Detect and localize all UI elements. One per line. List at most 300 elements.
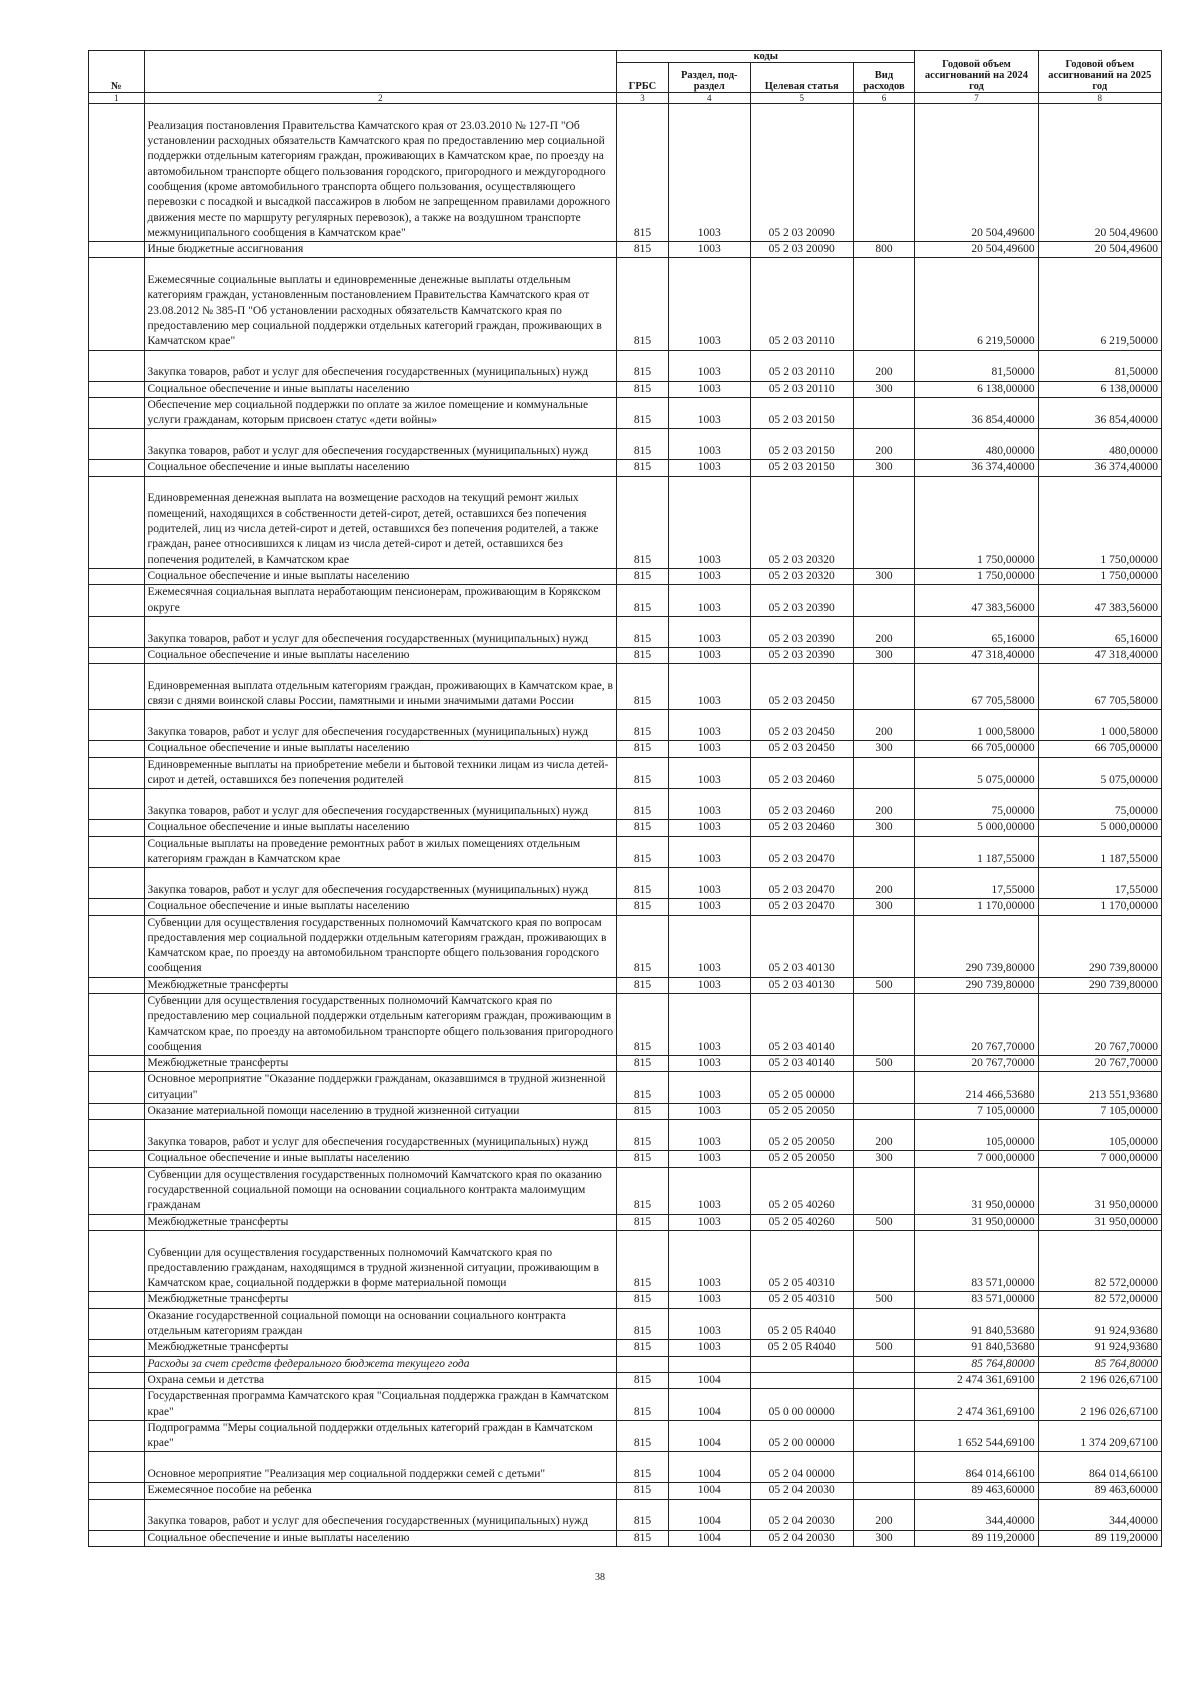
- column-number: 4: [668, 93, 750, 104]
- item-name: Закупка товаров, работ и услуг для обеспечения государственных (муниципальных) нужд: [144, 710, 617, 741]
- expense-type-code: 200: [853, 710, 915, 741]
- amount-2025: 213 551,93680: [1038, 1072, 1161, 1104]
- no-cell: [89, 757, 145, 789]
- item-name: Субвенции для осуществления государственных полномочий Камчатского края по оказанию государственной социальной помощи на основании социального контракта малоимущим гражданам: [144, 1167, 617, 1214]
- expense-type-code: 200: [853, 789, 915, 820]
- target-article-code: 05 2 03 20320: [750, 476, 853, 568]
- item-name: Социальное обеспечение и иные выплаты населению: [144, 820, 617, 836]
- amount-2025: 85 764,80000: [1038, 1356, 1161, 1372]
- section-code: 1004: [668, 1372, 750, 1388]
- grbs-code: 815: [617, 741, 668, 757]
- section-code: 1003: [668, 868, 750, 899]
- no-cell: [89, 429, 145, 460]
- no-cell: [89, 664, 145, 710]
- item-name: Иные бюджетные ассигнования: [144, 242, 617, 258]
- no-cell: [89, 476, 145, 568]
- grbs-code: 815: [617, 1308, 668, 1340]
- amount-2025: 1 750,00000: [1038, 476, 1161, 568]
- target-article-code: 05 2 03 20110: [750, 350, 853, 381]
- table-row: [89, 1499, 1162, 1530]
- amount-2024: 214 466,53680: [915, 1072, 1038, 1104]
- grbs-code: 815: [617, 1104, 668, 1120]
- item-name: Основное мероприятие "Оказание поддержки гражданам, оказавшимся в трудной жизненной ситуации": [144, 1072, 617, 1104]
- section-code: 1003: [668, 1056, 750, 1072]
- target-article-code: [750, 1356, 853, 1372]
- no-cell: [89, 789, 145, 820]
- expense-type-code: 300: [853, 741, 915, 757]
- header-name: [144, 51, 617, 93]
- amount-2025: 89 119,20000: [1038, 1530, 1161, 1546]
- column-number: 3: [617, 93, 668, 104]
- table-row: [89, 994, 1162, 1056]
- grbs-code: 815: [617, 242, 668, 258]
- expense-type-code: [853, 585, 915, 617]
- amount-2024: 5 075,00000: [915, 757, 1038, 789]
- amount-2024: 89 119,20000: [915, 1530, 1038, 1546]
- section-code: 1004: [668, 1483, 750, 1499]
- target-article-code: 05 2 03 40140: [750, 1056, 853, 1072]
- grbs-code: 815: [617, 820, 668, 836]
- page-number: 38: [595, 1572, 605, 1583]
- amount-2025: 31 950,00000: [1038, 1167, 1161, 1214]
- no-cell: [89, 1292, 145, 1308]
- section-code: 1003: [668, 258, 750, 350]
- no-cell: [89, 1120, 145, 1151]
- amount-2024: 2 474 361,69100: [915, 1372, 1038, 1388]
- header-no: №: [89, 51, 145, 93]
- section-code: 1003: [668, 741, 750, 757]
- amount-2024: 1 170,00000: [915, 899, 1038, 915]
- amount-2025: 20 504,49600: [1038, 104, 1161, 242]
- item-name: Закупка товаров, работ и услуг для обеспечения государственных (муниципальных) нужд: [144, 350, 617, 381]
- no-cell: [89, 350, 145, 381]
- section-code: 1003: [668, 820, 750, 836]
- amount-2024: 290 739,80000: [915, 915, 1038, 977]
- table-row: [89, 1530, 1162, 1546]
- section-code: [668, 1356, 750, 1372]
- amount-2025: 1 374 209,67100: [1038, 1420, 1161, 1452]
- amount-2025: 66 705,00000: [1038, 741, 1161, 757]
- target-article-code: 05 2 03 20090: [750, 104, 853, 242]
- grbs-code: 815: [617, 977, 668, 993]
- section-code: 1003: [668, 460, 750, 476]
- expense-type-code: 500: [853, 1214, 915, 1230]
- amount-2024: 5 000,00000: [915, 820, 1038, 836]
- table-row: [89, 350, 1162, 381]
- amount-2024: 2 474 361,69100: [915, 1389, 1038, 1421]
- no-cell: [89, 1452, 145, 1483]
- grbs-code: 815: [617, 789, 668, 820]
- expense-type-code: 300: [853, 1530, 915, 1546]
- amount-2025: 480,00000: [1038, 429, 1161, 460]
- grbs-code: 815: [617, 1120, 668, 1151]
- expense-type-code: [853, 397, 915, 429]
- amount-2024: 85 764,80000: [915, 1356, 1038, 1372]
- expense-type-code: [853, 836, 915, 868]
- table-row: [89, 757, 1162, 789]
- amount-2025: 31 950,00000: [1038, 1214, 1161, 1230]
- grbs-code: 815: [617, 397, 668, 429]
- no-cell: [89, 1499, 145, 1530]
- amount-2024: 91 840,53680: [915, 1308, 1038, 1340]
- target-article-code: 05 2 03 20450: [750, 741, 853, 757]
- target-article-code: 05 2 03 20450: [750, 710, 853, 741]
- amount-2025: 91 924,93680: [1038, 1340, 1161, 1356]
- amount-2024: 36 854,40000: [915, 397, 1038, 429]
- no-cell: [89, 568, 145, 584]
- grbs-code: 815: [617, 836, 668, 868]
- amount-2024: 67 705,58000: [915, 664, 1038, 710]
- section-code: 1003: [668, 1120, 750, 1151]
- table-row: [89, 104, 1162, 242]
- table-row: [89, 1104, 1162, 1120]
- no-cell: [89, 868, 145, 899]
- section-code: 1003: [668, 350, 750, 381]
- table-row: [89, 836, 1162, 868]
- table-row: [89, 899, 1162, 915]
- no-cell: [89, 1056, 145, 1072]
- table-row: [89, 429, 1162, 460]
- expense-type-code: 500: [853, 1292, 915, 1308]
- target-article-code: 05 2 05 20050: [750, 1151, 853, 1167]
- amount-2024: 864 014,66100: [915, 1452, 1038, 1483]
- amount-2024: 1 750,00000: [915, 476, 1038, 568]
- amount-2024: 1 652 544,69100: [915, 1420, 1038, 1452]
- section-code: 1003: [668, 757, 750, 789]
- grbs-code: 815: [617, 868, 668, 899]
- expense-type-code: [853, 1372, 915, 1388]
- table-row: [89, 1340, 1162, 1356]
- section-code: 1003: [668, 1340, 750, 1356]
- table-row: [89, 664, 1162, 710]
- grbs-code: 815: [617, 350, 668, 381]
- target-article-code: 05 2 05 R4040: [750, 1308, 853, 1340]
- item-name: Закупка товаров, работ и услуг для обеспечения государственных (муниципальных) нужд: [144, 1499, 617, 1530]
- amount-2024: 1 187,55000: [915, 836, 1038, 868]
- grbs-code: 815: [617, 1530, 668, 1546]
- amount-2025: 5 000,00000: [1038, 820, 1161, 836]
- amount-2024: 91 840,53680: [915, 1340, 1038, 1356]
- expense-type-code: 300: [853, 647, 915, 663]
- amount-2025: 864 014,66100: [1038, 1452, 1161, 1483]
- no-cell: [89, 1483, 145, 1499]
- section-code: 1003: [668, 1167, 750, 1214]
- header-expense-type: Вид расходов: [853, 63, 915, 93]
- grbs-code: 815: [617, 568, 668, 584]
- amount-2025: 36 374,40000: [1038, 460, 1161, 476]
- grbs-code: 815: [617, 1230, 668, 1292]
- item-name: Подпрограмма "Меры социальной поддержки отдельных категорий граждан в Камчатском крае": [144, 1420, 617, 1452]
- grbs-code: 815: [617, 476, 668, 568]
- grbs-code: 815: [617, 757, 668, 789]
- table-row: [89, 1151, 1162, 1167]
- amount-2025: 344,40000: [1038, 1499, 1161, 1530]
- amount-2024: 7 000,00000: [915, 1151, 1038, 1167]
- grbs-code: 815: [617, 1452, 668, 1483]
- amount-2025: 7 000,00000: [1038, 1151, 1161, 1167]
- expense-type-code: [853, 1452, 915, 1483]
- grbs-code: 815: [617, 664, 668, 710]
- column-number: 5: [750, 93, 853, 104]
- amount-2024: 20 504,49600: [915, 104, 1038, 242]
- no-cell: [89, 915, 145, 977]
- amount-2025: 1 750,00000: [1038, 568, 1161, 584]
- amount-2024: 66 705,00000: [915, 741, 1038, 757]
- item-name: Оказание материальной помощи населению в трудной жизненной ситуации: [144, 1104, 617, 1120]
- amount-2025: 82 572,00000: [1038, 1230, 1161, 1292]
- grbs-code: 815: [617, 1292, 668, 1308]
- target-article-code: 05 2 03 40130: [750, 915, 853, 977]
- section-code: 1003: [668, 585, 750, 617]
- document-sheet: [88, 50, 1162, 1547]
- table-row: [89, 741, 1162, 757]
- no-cell: [89, 1356, 145, 1372]
- amount-2024: 20 504,49600: [915, 242, 1038, 258]
- amount-2025: 5 075,00000: [1038, 757, 1161, 789]
- item-name: Социальное обеспечение и иные выплаты населению: [144, 647, 617, 663]
- no-cell: [89, 242, 145, 258]
- table-row: [89, 647, 1162, 663]
- grbs-code: 815: [617, 899, 668, 915]
- grbs-code: 815: [617, 381, 668, 397]
- expense-type-code: [853, 1356, 915, 1372]
- table-row: [89, 1230, 1162, 1292]
- grbs-code: 815: [617, 1389, 668, 1421]
- target-article-code: 05 2 03 20390: [750, 585, 853, 617]
- target-article-code: 05 2 04 20030: [750, 1483, 853, 1499]
- table-row: [89, 460, 1162, 476]
- no-cell: [89, 1104, 145, 1120]
- item-name: Межбюджетные трансферты: [144, 1214, 617, 1230]
- grbs-code: 815: [617, 1167, 668, 1214]
- expense-type-code: 500: [853, 977, 915, 993]
- table-row: [89, 1167, 1162, 1214]
- table-row: [89, 1452, 1162, 1483]
- no-cell: [89, 397, 145, 429]
- section-code: 1003: [668, 647, 750, 663]
- target-article-code: 05 2 05 40310: [750, 1230, 853, 1292]
- section-code: 1003: [668, 1072, 750, 1104]
- grbs-code: 815: [617, 915, 668, 977]
- section-code: 1003: [668, 994, 750, 1056]
- no-cell: [89, 1151, 145, 1167]
- amount-2024: 65,16000: [915, 616, 1038, 647]
- table-row: [89, 1420, 1162, 1452]
- expense-type-code: 300: [853, 1151, 915, 1167]
- amount-2025: 65,16000: [1038, 616, 1161, 647]
- amount-2025: 17,55000: [1038, 868, 1161, 899]
- target-article-code: [750, 1372, 853, 1388]
- target-article-code: 05 2 03 20150: [750, 397, 853, 429]
- grbs-code: 815: [617, 1420, 668, 1452]
- no-cell: [89, 994, 145, 1056]
- no-cell: [89, 1372, 145, 1388]
- no-cell: [89, 1214, 145, 1230]
- grbs-code: 815: [617, 710, 668, 741]
- amount-2025: 20 504,49600: [1038, 242, 1161, 258]
- item-name: Социальное обеспечение и иные выплаты населению: [144, 1530, 617, 1546]
- item-name: Закупка товаров, работ и услуг для обеспечения государственных (муниципальных) нужд: [144, 1120, 617, 1151]
- item-name: Социальное обеспечение и иные выплаты населению: [144, 741, 617, 757]
- expense-type-code: 500: [853, 1340, 915, 1356]
- item-name: Социальное обеспечение и иные выплаты населению: [144, 1151, 617, 1167]
- item-name: Межбюджетные трансферты: [144, 1292, 617, 1308]
- amount-2025: 47 318,40000: [1038, 647, 1161, 663]
- section-code: 1003: [668, 476, 750, 568]
- no-cell: [89, 1072, 145, 1104]
- item-name: Основное мероприятие "Реализация мер социальной поддержки семей с детьми": [144, 1452, 617, 1483]
- column-number: 1: [89, 93, 145, 104]
- amount-2025: 91 924,93680: [1038, 1308, 1161, 1340]
- grbs-code: 815: [617, 429, 668, 460]
- section-code: 1003: [668, 242, 750, 258]
- target-article-code: 05 2 03 20320: [750, 568, 853, 584]
- grbs-code: 815: [617, 1214, 668, 1230]
- section-code: 1004: [668, 1452, 750, 1483]
- no-cell: [89, 258, 145, 350]
- expense-type-code: [853, 1167, 915, 1214]
- item-name: Ежемесячная социальная выплата неработающим пенсионерам, проживающим в Корякском округе: [144, 585, 617, 617]
- expense-type-code: [853, 258, 915, 350]
- amount-2025: 36 854,40000: [1038, 397, 1161, 429]
- expense-type-code: 300: [853, 899, 915, 915]
- table-row: [89, 1389, 1162, 1421]
- table-row: [89, 1072, 1162, 1104]
- grbs-code: 815: [617, 1072, 668, 1104]
- amount-2024: 17,55000: [915, 868, 1038, 899]
- header-year-2025: Годовой объем ассигнований на 2025 год: [1038, 51, 1161, 93]
- amount-2024: 36 374,40000: [915, 460, 1038, 476]
- amount-2024: 31 950,00000: [915, 1214, 1038, 1230]
- header-target-article: Целевая статья: [750, 63, 853, 93]
- table-row: [89, 1292, 1162, 1308]
- expense-type-code: [853, 1483, 915, 1499]
- no-cell: [89, 1230, 145, 1292]
- item-name: Государственная программа Камчатского края "Социальная поддержка граждан в Камчатском крае": [144, 1389, 617, 1421]
- expense-type-code: [853, 1420, 915, 1452]
- amount-2024: 81,50000: [915, 350, 1038, 381]
- no-cell: [89, 585, 145, 617]
- section-code: 1003: [668, 1151, 750, 1167]
- grbs-code: 815: [617, 258, 668, 350]
- item-name: Межбюджетные трансферты: [144, 977, 617, 993]
- no-cell: [89, 616, 145, 647]
- grbs-code: 815: [617, 1499, 668, 1530]
- target-article-code: 05 2 05 00000: [750, 1072, 853, 1104]
- target-article-code: 05 0 00 00000: [750, 1389, 853, 1421]
- grbs-code: 815: [617, 104, 668, 242]
- target-article-code: 05 2 03 20110: [750, 258, 853, 350]
- item-name: Социальное обеспечение и иные выплаты населению: [144, 381, 617, 397]
- no-cell: [89, 1167, 145, 1214]
- grbs-code: 815: [617, 647, 668, 663]
- target-article-code: 05 2 03 20390: [750, 647, 853, 663]
- expense-type-code: 200: [853, 1499, 915, 1530]
- target-article-code: 05 2 03 20390: [750, 616, 853, 647]
- item-name: Социальные выплаты на проведение ремонтных работ в жилых помещениях отдельным категориям граждан в Камчатском крае: [144, 836, 617, 868]
- expense-type-code: 200: [853, 1120, 915, 1151]
- section-code: 1004: [668, 1530, 750, 1546]
- section-code: 1003: [668, 1214, 750, 1230]
- amount-2025: 105,00000: [1038, 1120, 1161, 1151]
- section-code: 1003: [668, 397, 750, 429]
- item-name: Ежемесячное пособие на ребенка: [144, 1483, 617, 1499]
- column-number: 6: [853, 93, 915, 104]
- target-article-code: 05 2 03 20460: [750, 820, 853, 836]
- amount-2025: 6 138,00000: [1038, 381, 1161, 397]
- expense-type-code: [853, 757, 915, 789]
- section-code: 1003: [668, 710, 750, 741]
- item-name: Закупка товаров, работ и услуг для обеспечения государственных (муниципальных) нужд: [144, 789, 617, 820]
- expense-type-code: [853, 1104, 915, 1120]
- table-row: [89, 568, 1162, 584]
- target-article-code: 05 2 03 20470: [750, 899, 853, 915]
- target-article-code: 05 2 03 20470: [750, 868, 853, 899]
- section-code: 1003: [668, 616, 750, 647]
- amount-2025: 81,50000: [1038, 350, 1161, 381]
- target-article-code: 05 2 03 20110: [750, 381, 853, 397]
- section-code: 1003: [668, 836, 750, 868]
- section-code: 1003: [668, 568, 750, 584]
- amount-2024: 20 767,70000: [915, 1056, 1038, 1072]
- no-cell: [89, 104, 145, 242]
- expense-type-code: [853, 104, 915, 242]
- expense-type-code: 200: [853, 616, 915, 647]
- table-row: [89, 258, 1162, 350]
- expense-type-code: [853, 915, 915, 977]
- amount-2024: 47 383,56000: [915, 585, 1038, 617]
- expense-type-code: [853, 664, 915, 710]
- section-code: 1004: [668, 1499, 750, 1530]
- table-row: [89, 1356, 1162, 1372]
- no-cell: [89, 741, 145, 757]
- section-code: 1003: [668, 664, 750, 710]
- target-article-code: 05 2 03 20470: [750, 836, 853, 868]
- target-article-code: 05 2 00 00000: [750, 1420, 853, 1452]
- amount-2025: 89 463,60000: [1038, 1483, 1161, 1499]
- item-name: Межбюджетные трансферты: [144, 1340, 617, 1356]
- amount-2025: 82 572,00000: [1038, 1292, 1161, 1308]
- no-cell: [89, 710, 145, 741]
- table-row: [89, 977, 1162, 993]
- target-article-code: 05 2 03 20460: [750, 789, 853, 820]
- column-number: 8: [1038, 93, 1161, 104]
- amount-2024: 1 750,00000: [915, 568, 1038, 584]
- expense-type-code: 300: [853, 820, 915, 836]
- target-article-code: 05 2 04 20030: [750, 1530, 853, 1546]
- table-row: [89, 476, 1162, 568]
- expense-type-code: [853, 994, 915, 1056]
- no-cell: [89, 1420, 145, 1452]
- section-code: 1003: [668, 1308, 750, 1340]
- item-name: Социальное обеспечение и иные выплаты населению: [144, 460, 617, 476]
- grbs-code: 815: [617, 1372, 668, 1388]
- table-row: [89, 868, 1162, 899]
- expense-type-code: [853, 476, 915, 568]
- section-code: 1003: [668, 1104, 750, 1120]
- table-row: [89, 585, 1162, 617]
- grbs-code: 815: [617, 1151, 668, 1167]
- item-name: Закупка товаров, работ и услуг для обеспечения государственных (муниципальных) нужд: [144, 429, 617, 460]
- no-cell: [89, 647, 145, 663]
- table-row: [89, 1308, 1162, 1340]
- target-article-code: 05 2 03 20450: [750, 664, 853, 710]
- section-code: 1003: [668, 1230, 750, 1292]
- no-cell: [89, 1308, 145, 1340]
- grbs-code: 815: [617, 994, 668, 1056]
- table-row: [89, 1372, 1162, 1388]
- no-cell: [89, 381, 145, 397]
